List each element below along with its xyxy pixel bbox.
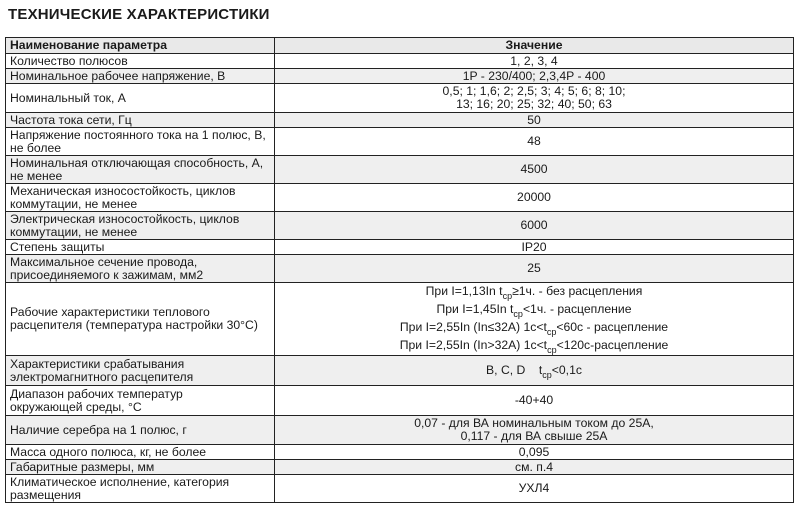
column-header-value: Значение <box>275 38 794 54</box>
value-cell: 6000 <box>275 212 794 240</box>
param-line: Напряжение постоянного тока на 1 полюс, В, <box>10 127 266 142</box>
table-row <box>6 416 794 445</box>
param-line: размещения <box>10 487 81 502</box>
param-line: Диапазон рабочих температур <box>10 386 183 401</box>
param-cell <box>6 283 275 356</box>
table-row <box>6 255 794 283</box>
page-title: ТЕХНИЧЕСКИЕ ХАРАКТЕРИСТИКИ <box>8 6 270 23</box>
value-cell: -40+40 <box>275 386 794 416</box>
table-row <box>6 475 794 503</box>
value-cell: 0,095 <box>275 445 794 460</box>
param-cell: Номинальное рабочее напряжение, В <box>6 69 275 84</box>
value-cell: 4500 <box>275 156 794 184</box>
param-line: окружающей среды, °С <box>10 399 142 414</box>
param-line: Максимальное сечение провода, <box>10 254 198 269</box>
param-cell: Габаритные размеры, мм <box>6 460 275 475</box>
param-cell <box>6 386 275 416</box>
value-line: 0,07 - для ВА номинальным током до 25А, <box>414 416 654 430</box>
param-line: Характеристики срабатывания <box>10 356 185 371</box>
table-row <box>6 212 794 240</box>
value-cell: 25 <box>275 255 794 283</box>
param-cell <box>6 356 275 386</box>
thermal-line: При I=2,55In (In>32А) $1с<t_{ср}<120с$-расцепление <box>399 338 669 355</box>
param-line: присоединяемого к зажимам, мм2 <box>10 267 204 282</box>
value-cell: 1, 2, 3, 4 <box>275 54 794 69</box>
value-cell: см. п.4 <box>275 460 794 475</box>
param-line: Электрическая износостойкость, циклов <box>10 211 240 226</box>
param-cell <box>6 212 275 240</box>
table-row <box>6 386 794 416</box>
param-line: не менее <box>10 168 63 183</box>
table-row <box>6 113 794 128</box>
param-cell <box>6 475 275 503</box>
param-line: Механическая износостойкость, циклов <box>10 183 236 198</box>
value-line: 13; 16; 20; 25; 32; 40; 50; 63 <box>456 97 612 111</box>
param-line: не более <box>10 140 62 155</box>
value-cell <box>275 84 794 113</box>
specs-table <box>5 37 794 503</box>
param-cell: Наличие серебра на 1 полюс, г <box>6 416 275 445</box>
param-cell <box>6 156 275 184</box>
value-cell: B, C, D $t_{ср}<0,1с$ <box>275 356 794 386</box>
table-row <box>6 184 794 212</box>
value-cell: 20000 <box>275 184 794 212</box>
param-cell: Номинальный ток, А <box>6 84 275 113</box>
param-line: Рабочие характеристики теплового <box>10 305 210 319</box>
param-cell: Степень защиты <box>6 240 275 255</box>
thermal-line: При I=1,45In $t_{ср}<1ч$. - расцепление <box>436 302 632 319</box>
param-line: Климатическое исполнение, категория <box>10 474 230 489</box>
table-row <box>6 240 794 255</box>
table-row <box>6 69 794 84</box>
thermal-line: При I=2,55In (In≤32А) $1с<t_{ср}<60с$ - расцепление <box>399 320 669 337</box>
value-cell: 50 <box>275 113 794 128</box>
table-row <box>6 128 794 156</box>
param-line: электромагнитного расцепителя <box>10 369 194 384</box>
table-header-row <box>6 38 794 54</box>
param-line: коммутации, не менее <box>10 224 138 239</box>
table-row <box>6 283 794 356</box>
param-cell <box>6 255 275 283</box>
param-cell: Количество полюсов <box>6 54 275 69</box>
value-cell: 48 <box>275 128 794 156</box>
table-row <box>6 356 794 386</box>
column-header-parameter: Наименование параметра <box>6 38 275 54</box>
param-line: коммутации, не менее <box>10 196 138 211</box>
table-row <box>6 54 794 69</box>
table-row <box>6 84 794 113</box>
table-row <box>6 156 794 184</box>
value-cell: 1P - 230/400; 2,3,4P - 400 <box>275 69 794 84</box>
value-cell: IP20 <box>275 240 794 255</box>
table-row <box>6 445 794 460</box>
param-cell: Частота тока сети, Гц <box>6 113 275 128</box>
table-row <box>6 460 794 475</box>
param-cell <box>6 184 275 212</box>
param-cell <box>6 128 275 156</box>
value-cell <box>275 283 794 356</box>
param-cell: Масса одного полюса, кг, не более <box>6 445 275 460</box>
value-cell: УХЛ4 <box>275 475 794 503</box>
param-line: расцепителя (температура настройки 30°С) <box>10 318 258 332</box>
thermal-line: При I=1,13In $t_{ср}\ge 1ч$. - без расцепления <box>425 284 643 301</box>
param-line: Номинальная отключающая способность, А, <box>10 155 264 170</box>
value-line: 0,5; 1; 1,6; 2; 2,5; 3; 4; 5; 6; 8; 10; <box>442 84 626 98</box>
value-cell <box>275 416 794 445</box>
value-line: 0,117 - для ВА свыше 25А <box>460 429 608 443</box>
